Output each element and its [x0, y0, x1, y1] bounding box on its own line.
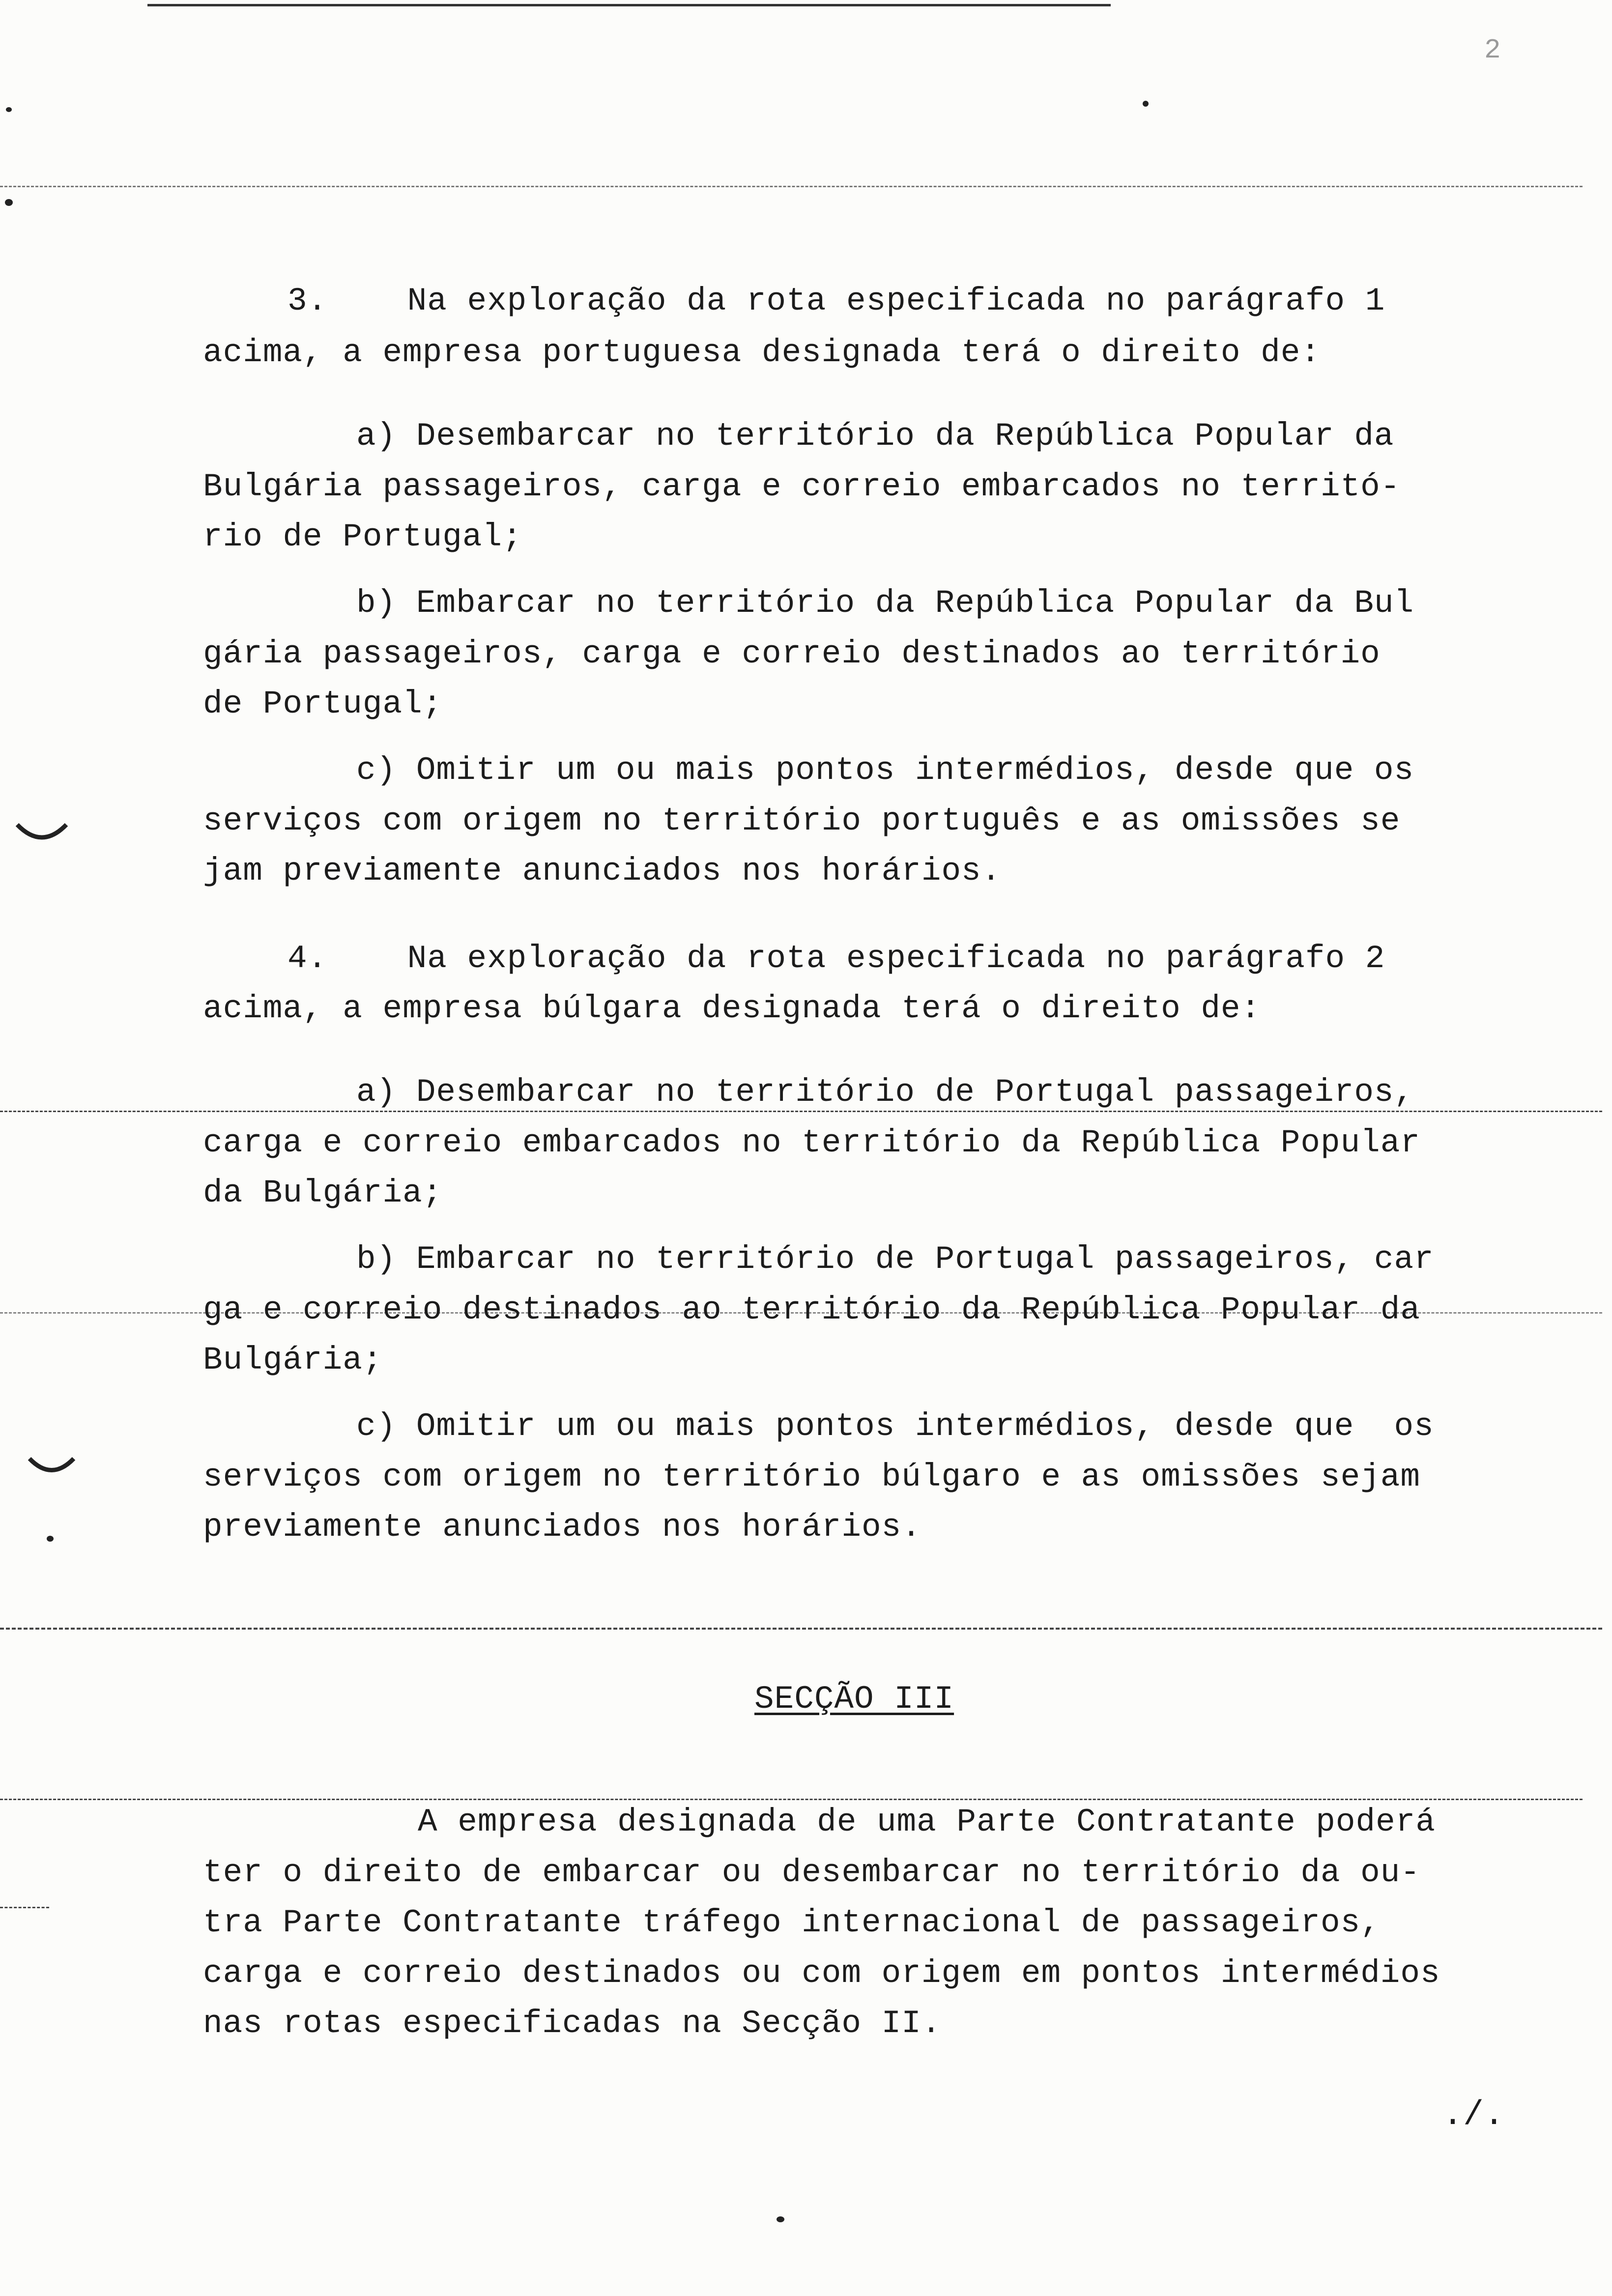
- item-3a-line-1: a) Desembarcar no território da República Popular da: [356, 418, 1394, 455]
- item-3b-line-2: gária passageiros, carga e correio destinados ao território: [203, 635, 1381, 672]
- item-4c-line-1: c) Omitir um ou mais pontos intermédios, desde que os: [356, 1408, 1434, 1445]
- scan-speck: [47, 1536, 54, 1542]
- scan-dash-line: [0, 1628, 1602, 1630]
- paragraph-4-line-2: acima, a empresa búlgara designada terá o direito de:: [203, 990, 1261, 1027]
- scan-dash-line: [0, 1111, 1602, 1112]
- item-4b-line-3: Bulgária;: [203, 1342, 383, 1378]
- item-3c-line-3: jam previamente anunciados nos horários.: [203, 853, 1002, 890]
- section-body-line-2: ter o direito de embarcar ou desembarcar no território da ou-: [203, 1854, 1420, 1891]
- item-3b-line-1: b) Embarcar no território da República Popular da Bul: [356, 585, 1414, 622]
- item-4b-line-1: b) Embarcar no território de Portugal passageiros, car: [356, 1241, 1434, 1278]
- item-4a-line-1: a) Desembarcar no território de Portugal passageiros,: [356, 1074, 1414, 1111]
- section-body-line-1: A empresa designada de uma Parte Contratante poderá: [418, 1804, 1436, 1840]
- item-3c-line-2: serviços com origem no território português e as omissões se: [203, 803, 1401, 839]
- scan-dash-line: [0, 1907, 49, 1908]
- item-4b-line-2: ga e correio destinados ao território da República Popular da: [203, 1292, 1420, 1328]
- item-3c-line-1: c) Omitir um ou mais pontos intermédios, desde que os: [356, 752, 1414, 789]
- item-4c-line-3: previamente anunciados nos horários.: [203, 1509, 921, 1546]
- section-body-line-4: carga e correio destinados ou com origem em pontos intermédios: [203, 1955, 1440, 1992]
- paragraph-3-line-1: 3. Na exploração da rota especificada no parágrafo 1: [288, 283, 1385, 319]
- scan-speck: [5, 199, 13, 206]
- paragraph-3-line-2: acima, a empresa portuguesa designada terá o direito de:: [203, 334, 1321, 371]
- top-edge-rule: [147, 4, 1111, 6]
- punch-hole-mark: [27, 1455, 76, 1482]
- item-4a-line-2: carga e correio embarcados no território da República Popular: [203, 1124, 1420, 1161]
- scan-dash-line: [0, 186, 1583, 187]
- scan-speck: [6, 107, 12, 112]
- item-4c-line-2: serviços com origem no território búlgaro e as omissões sejam: [203, 1459, 1420, 1495]
- item-3a-line-3: rio de Portugal;: [203, 518, 522, 555]
- page-number: 2: [1484, 34, 1501, 66]
- paragraph-4-line-1: 4. Na exploração da rota especificada no parágrafo 2: [288, 940, 1385, 977]
- item-4a-line-3: da Bulgária;: [203, 1175, 443, 1211]
- section-body-line-3: tra Parte Contratante tráfego internacional de passageiros,: [203, 1904, 1381, 1941]
- item-3b-line-3: de Portugal;: [203, 686, 443, 722]
- punch-hole-mark: [15, 821, 69, 850]
- scan-speck: [1143, 101, 1149, 107]
- continuation-mark: ./.: [1442, 2096, 1505, 2135]
- section-heading: SECÇÃO III: [754, 1681, 954, 1718]
- scan-speck: [777, 2216, 784, 2222]
- scan-dash-line: [0, 1799, 1583, 1800]
- section-body-line-5: nas rotas especificadas na Secção II.: [203, 2005, 942, 2042]
- item-3a-line-2: Bulgária passageiros, carga e correio embarcados no territó-: [203, 468, 1401, 505]
